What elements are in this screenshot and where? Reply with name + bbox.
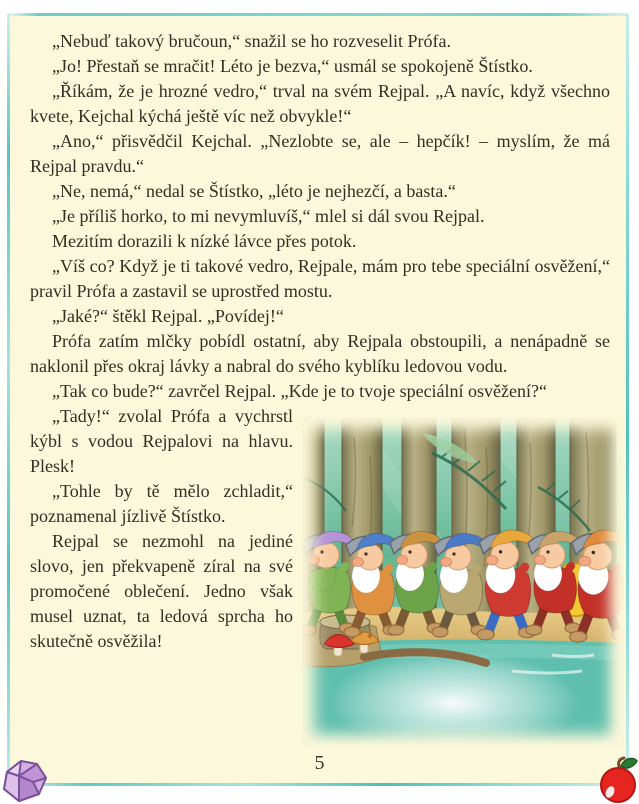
paragraph: Rejpal se nezmohl na jediné slovo, jen překvapeně zíral na své promočené oblečení. Jedno však musel uznat, ta ledová sprcha ho skutečně osvěžila! bbox=[30, 531, 293, 651]
paragraph: „Ano,“ přisvědčil Kejchal. „Nezlobte se, ale – hepčík! – myslím, že má Rejpal pravdu.“ bbox=[30, 131, 610, 176]
paragraph: „Víš co? Když je ti takové vedro, Rejpale, mám pro tebe speciální osvěžení,“ pravil Prófa a zastavil se uprostřed mostu. bbox=[30, 256, 610, 301]
story-text bbox=[10, 16, 626, 755]
paragraph: „Ne, nemá,“ nedal se Štístko, „léto je nejhezčí, a basta.“ bbox=[52, 181, 456, 201]
page-number: 5 bbox=[314, 752, 325, 774]
paragraph: Mezitím dorazili k nízké lávce přes potok. bbox=[52, 231, 357, 251]
paragraph: „Nebuď takový bručoun,“ snažil se ho rozveselit Prófa. bbox=[52, 31, 452, 51]
page-border-right bbox=[626, 14, 629, 784]
page-border-bottom bbox=[10, 783, 632, 786]
paragraph: „Jo! Přestaň se mračit! Léto je bezva,“ usmál se spokojeně Štístko. bbox=[52, 56, 533, 76]
paragraph: Prófa zatím mlčky pobídl ostatní, aby Rejpala obstoupili, a nenápadně se naklonil přes okraj lávky a nabral do svého kyblíku ledovou vodu. bbox=[30, 331, 610, 376]
paragraph: „Říkám, že je hrozné vedro,“ trval na svém Rejpal. „A navíc, když všechno kvete, Kejchal kýchá ještě víc než obvykle!“ bbox=[30, 81, 610, 126]
paragraph: „Tak co bude?“ zavrčel Rejpal. „Kde je to tvoje speciální osvěžení?“ bbox=[52, 381, 547, 401]
paragraph bbox=[30, 404, 610, 479]
gem-icon bbox=[0, 758, 49, 804]
apple-icon bbox=[598, 755, 639, 803]
paragraph: „Jaké?“ štěkl Rejpal. „Povídej!“ bbox=[52, 306, 284, 326]
paragraph: „Je příliš horko, to mi nevymluvíš,“ mlel si dál svou Rejpal. bbox=[52, 206, 485, 226]
dwarfs-forest-illustration bbox=[302, 417, 624, 747]
dwarfs-forest-illustration-svg bbox=[302, 417, 624, 747]
paragraph-text: „Tady!“ zvolal Prófa a vychrstl kýbl s vodou Rejpalovi na hlavu. Plesk! bbox=[30, 406, 293, 476]
paragraph: „Tohle by tě mělo zchladit,“ poznamenal jízlivě Štístko. bbox=[30, 481, 293, 526]
